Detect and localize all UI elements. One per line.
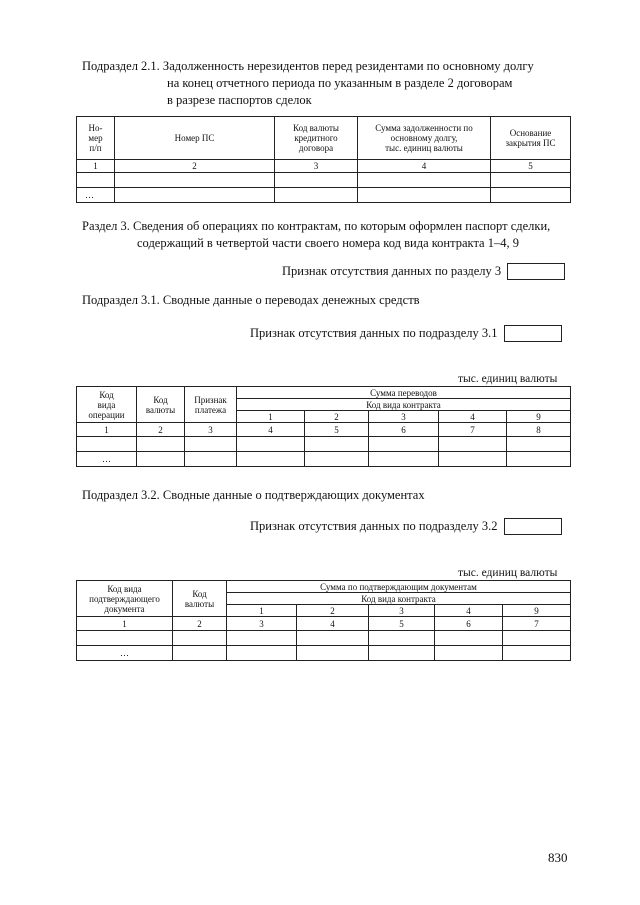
empty-cell bbox=[435, 631, 503, 646]
heading-line: на конец отчетного периода по указанным в разделе 2 договорам bbox=[167, 76, 513, 90]
header-debt-amount: Сумма задолженности по основному долгу, тыс. единиц валюты bbox=[358, 117, 491, 160]
column-number-row bbox=[77, 160, 571, 173]
column-number: 3 bbox=[275, 160, 358, 173]
column-number: 5 bbox=[491, 160, 571, 173]
empty-cell bbox=[77, 631, 173, 646]
column-number: 1 bbox=[77, 423, 137, 437]
empty-cell bbox=[137, 437, 185, 452]
header-contract-code: Код вида контракта bbox=[227, 593, 571, 605]
column-number: 7 bbox=[439, 423, 507, 437]
subsection-3-1-flag-box[interactable] bbox=[504, 325, 562, 342]
heading-line: содержащий в четвертой части своего номера код вида контракта 1–4, 9 bbox=[137, 236, 519, 250]
subsection-2-1-heading bbox=[82, 58, 534, 109]
section-3-flag-row bbox=[282, 263, 565, 280]
empty-cell bbox=[115, 188, 275, 203]
empty-cell bbox=[369, 437, 439, 452]
column-number: 5 bbox=[369, 617, 435, 631]
ellipsis-cell: … bbox=[77, 452, 137, 467]
units-label: тыс. единиц валюты bbox=[458, 567, 558, 579]
table-row bbox=[77, 188, 571, 203]
empty-cell bbox=[358, 173, 491, 188]
table-row bbox=[77, 631, 571, 646]
header-contract-code-value: 1 bbox=[227, 605, 297, 617]
header-closing-reason: Основание закрытия ПС bbox=[491, 117, 571, 160]
empty-cell bbox=[137, 452, 185, 467]
heading-line: в разрезе паспортов сделок bbox=[167, 93, 312, 107]
header-contract-code-value: 9 bbox=[503, 605, 571, 617]
empty-cell bbox=[358, 188, 491, 203]
subsection-3-2-flag-box[interactable] bbox=[504, 518, 562, 535]
table-row bbox=[77, 452, 571, 467]
empty-cell bbox=[507, 437, 571, 452]
flag-label: Признак отсутствия данных по подразделу 3.2 bbox=[250, 519, 498, 533]
column-number: 1 bbox=[77, 160, 115, 173]
empty-cell bbox=[227, 631, 297, 646]
empty-cell bbox=[185, 452, 237, 467]
header-currency-code: Код валюты кредитного договора bbox=[275, 117, 358, 160]
empty-cell bbox=[439, 437, 507, 452]
column-number: 7 bbox=[503, 617, 571, 631]
heading-line: Подраздел 2.1. Задолженность нерезидентов перед резидентами по основному долгу bbox=[82, 59, 534, 73]
table-header-row bbox=[77, 387, 571, 399]
column-number: 4 bbox=[297, 617, 369, 631]
column-number: 2 bbox=[173, 617, 227, 631]
empty-cell bbox=[369, 452, 439, 467]
empty-cell bbox=[369, 631, 435, 646]
empty-cell bbox=[435, 646, 503, 661]
header-contract-code-value: 1 bbox=[237, 411, 305, 423]
header-transfer-sum: Сумма переводов bbox=[237, 387, 571, 399]
empty-cell bbox=[491, 188, 571, 203]
table-header-row bbox=[77, 581, 571, 593]
table-row bbox=[77, 173, 571, 188]
header-contract-code: Код вида контракта bbox=[237, 399, 571, 411]
empty-cell bbox=[237, 437, 305, 452]
heading-line: Раздел 3. Сведения об операциях по контрактам, по которым оформлен паспорт сделки, bbox=[82, 219, 551, 233]
empty-cell bbox=[275, 188, 358, 203]
header-operation-code: Код вида операции bbox=[77, 387, 137, 423]
column-number: 4 bbox=[237, 423, 305, 437]
ellipsis-cell: … bbox=[77, 188, 115, 203]
empty-cell bbox=[297, 631, 369, 646]
header-payment-sign: Признак платежа bbox=[185, 387, 237, 423]
empty-cell bbox=[369, 646, 435, 661]
column-number: 8 bbox=[507, 423, 571, 437]
empty-cell bbox=[227, 646, 297, 661]
column-number-row bbox=[77, 423, 571, 437]
column-number: 3 bbox=[227, 617, 297, 631]
flag-label: Признак отсутствия данных по подразделу 3.1 bbox=[250, 326, 498, 340]
header-row-number: Но- мер п/п bbox=[77, 117, 115, 160]
empty-cell bbox=[503, 631, 571, 646]
column-number: 5 bbox=[305, 423, 369, 437]
column-number: 3 bbox=[185, 423, 237, 437]
header-contract-code-value: 4 bbox=[435, 605, 503, 617]
header-contract-code-value: 9 bbox=[507, 411, 571, 423]
empty-cell bbox=[297, 646, 369, 661]
header-contract-code-value: 3 bbox=[369, 605, 435, 617]
column-number: 4 bbox=[358, 160, 491, 173]
empty-cell bbox=[503, 646, 571, 661]
subsection-3-2-heading: Подраздел 3.2. Сводные данные о подтверждающих документах bbox=[82, 488, 425, 502]
subsection-3-1-flag-row bbox=[250, 325, 562, 342]
table-header-row bbox=[77, 117, 571, 160]
ellipsis-cell: … bbox=[77, 646, 173, 661]
flag-label: Признак отсутствия данных по разделу 3 bbox=[282, 264, 502, 278]
header-ps-number: Номер ПС bbox=[115, 117, 275, 160]
empty-cell bbox=[173, 646, 227, 661]
empty-cell bbox=[173, 631, 227, 646]
empty-cell bbox=[507, 452, 571, 467]
empty-cell bbox=[77, 437, 137, 452]
header-currency-code: Код валюты bbox=[137, 387, 185, 423]
header-contract-code-value: 2 bbox=[305, 411, 369, 423]
empty-cell bbox=[77, 173, 115, 188]
table-row bbox=[77, 437, 571, 452]
column-number: 6 bbox=[369, 423, 439, 437]
empty-cell bbox=[439, 452, 507, 467]
empty-cell bbox=[305, 437, 369, 452]
empty-cell bbox=[237, 452, 305, 467]
empty-cell bbox=[305, 452, 369, 467]
subsection-3-2-flag-row bbox=[250, 518, 562, 535]
units-label: тыс. единиц валюты bbox=[458, 373, 558, 385]
table-row bbox=[77, 646, 571, 661]
header-contract-code-value: 4 bbox=[439, 411, 507, 423]
header-contract-code-value: 2 bbox=[297, 605, 369, 617]
column-number: 1 bbox=[77, 617, 173, 631]
column-number-row bbox=[77, 617, 571, 631]
page-number: 830 bbox=[548, 850, 568, 865]
header-document-code: Код вида подтверждающего документа bbox=[77, 581, 173, 617]
column-number: 6 bbox=[435, 617, 503, 631]
subsection-3-1-heading: Подраздел 3.1. Сводные данные о переводах денежных средств bbox=[82, 293, 420, 307]
empty-cell bbox=[115, 173, 275, 188]
header-currency-code: Код валюты bbox=[173, 581, 227, 617]
table-subsection-3-2 bbox=[76, 580, 571, 661]
column-number: 2 bbox=[137, 423, 185, 437]
table-subsection-2-1 bbox=[76, 116, 571, 203]
header-contract-code-value: 3 bbox=[369, 411, 439, 423]
column-number: 2 bbox=[115, 160, 275, 173]
section-3-heading bbox=[82, 218, 550, 252]
empty-cell bbox=[185, 437, 237, 452]
table-subsection-3-1 bbox=[76, 386, 571, 467]
header-documents-sum: Сумма по подтверждающим документам bbox=[227, 581, 571, 593]
section-3-flag-box[interactable] bbox=[507, 263, 565, 280]
empty-cell bbox=[275, 173, 358, 188]
empty-cell bbox=[491, 173, 571, 188]
